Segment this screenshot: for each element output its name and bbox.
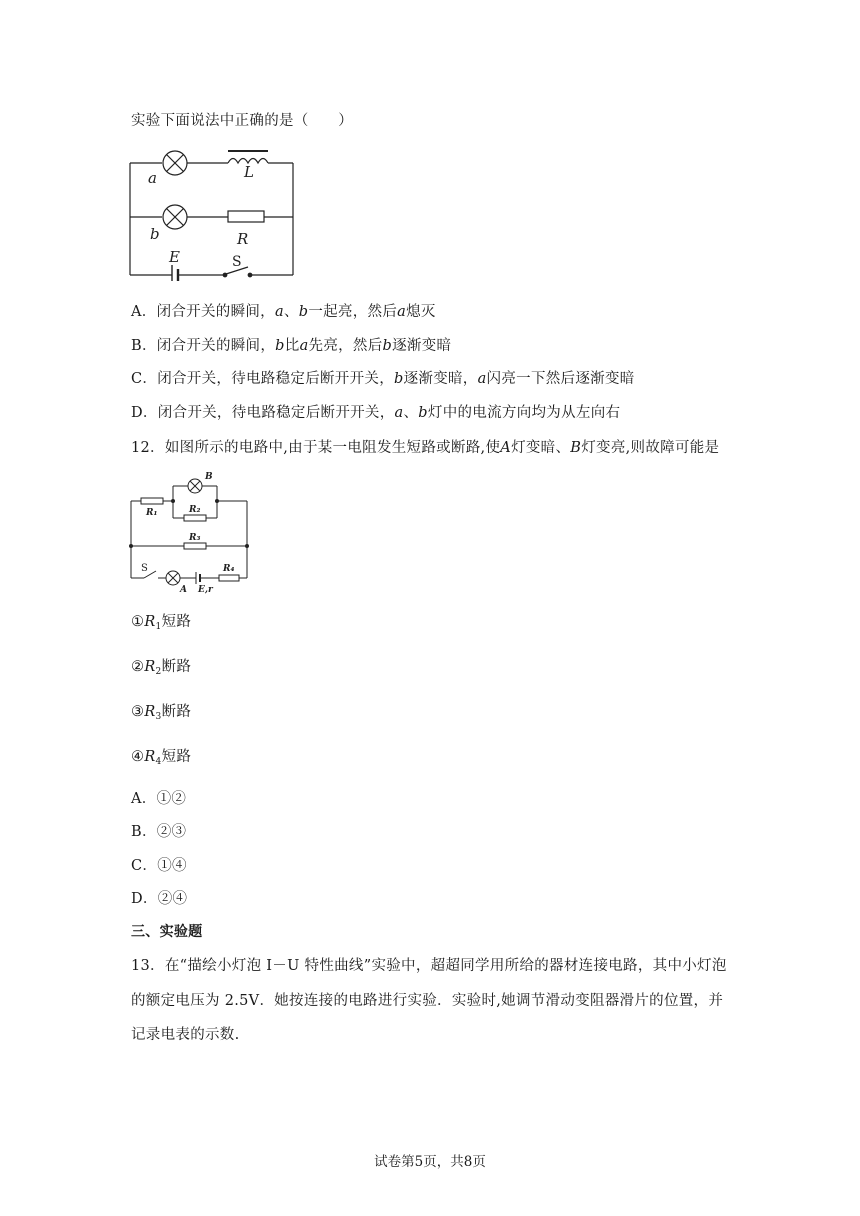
q12-option-c: C．①④	[131, 858, 187, 874]
q11-label-S: S	[232, 254, 242, 270]
q12-label-R1: R₁	[146, 508, 158, 518]
q12-label-S: S	[141, 563, 148, 574]
q11-label-L: L	[244, 163, 254, 181]
q12-item-2: $②R_2$断路	[131, 659, 192, 677]
q11-option-d: D．闭合开关，待电路稳定后断开开关，a、b灯中的电流方向均为从左向右	[131, 405, 621, 421]
q13-line-2: 的额定电压为 2.5V．她按连接的电路进行实验．实验时,她调节滑动变阻器滑片的位置，并	[131, 993, 724, 1009]
q12-item-1: $①R_1$短路	[131, 614, 192, 632]
q12-item-3: $③R_3$断路	[131, 704, 192, 722]
q12-option-d: D．②④	[131, 891, 188, 907]
q11-label-b: b	[150, 225, 160, 243]
q11-option-b: B．闭合开关的瞬间，b比a先亮，然后b逐渐变暗	[131, 338, 452, 354]
q12-option-b: B．②③	[131, 824, 187, 840]
q12-label-R4: R₄	[223, 564, 235, 574]
page-footer: 试卷第5页，共8页	[374, 1154, 486, 1170]
q12-label-A: A	[180, 585, 187, 594]
q11-option-a: A．闭合开关的瞬间，a、b一起亮，然后a熄灭	[131, 304, 436, 320]
q12-circuit-diagram	[126, 468, 256, 594]
q12-stem: 12．如图所示的电路中,由于某一电阻发生短路或断路,使A灯变暗、B灯变亮,则故障可能是	[131, 440, 720, 456]
section-heading: 三、实验题	[131, 924, 203, 940]
q12-item-4: $④R_4$短路	[131, 749, 192, 767]
q12-label-Er: E,r	[198, 585, 213, 594]
q11-option-c: C．闭合开关，待电路稳定后断开开关，b逐渐变暗，a闪亮一下然后逐渐变暗	[131, 371, 635, 387]
q13-line-1: 13．在“描绘小灯泡 I－U 特性曲线”实验中，超超同学用所给的器材连接电路，其中小灯泡	[131, 958, 727, 974]
q12-label-R2: R₂	[189, 505, 201, 515]
q11-label-R: R	[237, 230, 249, 248]
q12-label-R3: R₃	[189, 533, 201, 543]
q11-label-E: E	[169, 248, 180, 266]
q12-label-B: B	[205, 472, 213, 482]
q11-label-a: a	[148, 169, 157, 187]
q11-stem: 实验下面说法中正确的是（ ）	[131, 113, 353, 129]
q13-line-3: 记录电表的示数.	[131, 1027, 240, 1043]
q12-option-a: A．①②	[131, 791, 187, 807]
q11-circuit-diagram	[122, 143, 302, 281]
